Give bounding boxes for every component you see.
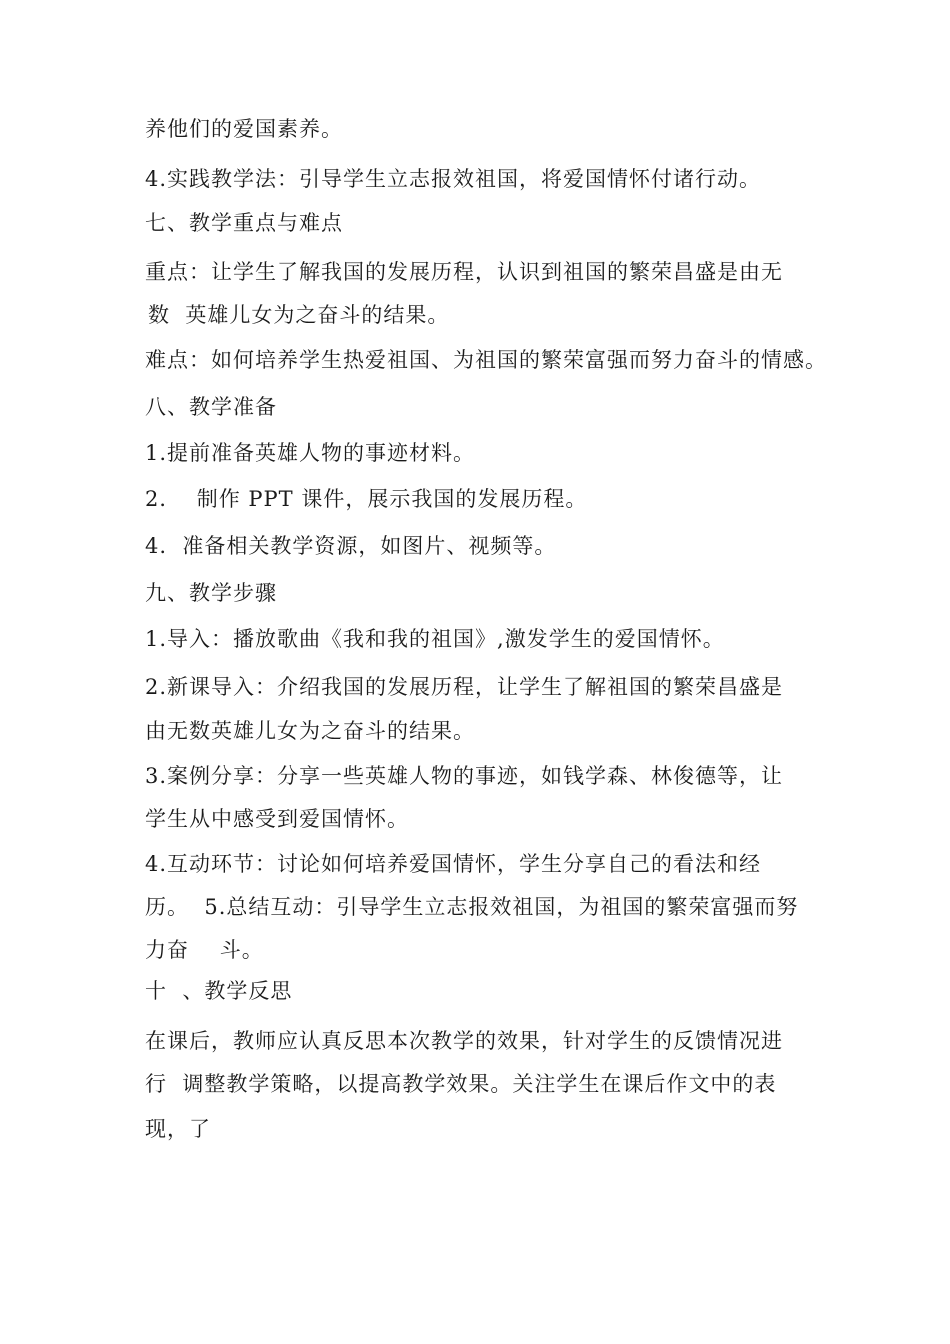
list-item: 2． 制作 PPT 课件，展示我国的发展历程。 (145, 487, 588, 511)
text-line: 4.实践教学法：引导学生立志报效祖国，将爱国情怀付诸行动。 (145, 167, 762, 191)
text-line: 由无数英雄儿女为之奋斗的结果。 (145, 719, 475, 743)
list-item: 1.提前准备英雄人物的事迹材料。 (145, 441, 476, 465)
section-heading: 十 、教学反思 (145, 979, 293, 1003)
text-line: 重点：让学生了解我国的发展历程，认识到祖国的繁荣昌盛是由无 (145, 260, 783, 284)
section-heading: 八、教学准备 (145, 395, 277, 419)
text-line: 难点：如何培养学生热爱祖国、为祖国的繁荣富强而努力奋斗的情感。 (145, 348, 827, 372)
list-item: 2.新课导入：介绍我国的发展历程，让学生了解祖国的繁荣昌盛是 (145, 675, 784, 699)
list-item: 1.导入：播放歌曲《我和我的祖国》,激发学生的爱国情怀。 (145, 627, 725, 651)
list-item: 4.互动环节：讨论如何培养爱国情怀，学生分享自己的看法和经 (145, 852, 762, 876)
list-item: 3.案例分享：分享一些英雄人物的事迹，如钱学森、林俊德等，让 (145, 764, 784, 788)
list-item: 4. 准备相关教学资源，如图片、视频等。 (145, 534, 557, 558)
text-line: 现，了 (145, 1117, 211, 1141)
section-heading: 九、教学步骤 (145, 581, 277, 605)
text-line: 力奋 斗。 (145, 938, 264, 962)
text-line: 行 调整教学策略，以提高教学效果。关注学生在课后作文中的表 (145, 1072, 777, 1096)
text-line: 历。 5.总结互动：引导学生立志报效祖国，为祖国的繁荣富强而努 (145, 895, 799, 919)
text-line: 学生从中感受到爱国情怀。 (145, 807, 409, 831)
text-line: 在课后，教师应认真反思本次教学的效果，针对学生的反馈情况进 (145, 1029, 783, 1053)
section-heading: 七、教学重点与难点 (145, 211, 343, 235)
text-line: 养他们的爱国素养。 (145, 117, 343, 141)
text-line: 数 英雄儿女为之奋斗的结果。 (148, 303, 450, 327)
